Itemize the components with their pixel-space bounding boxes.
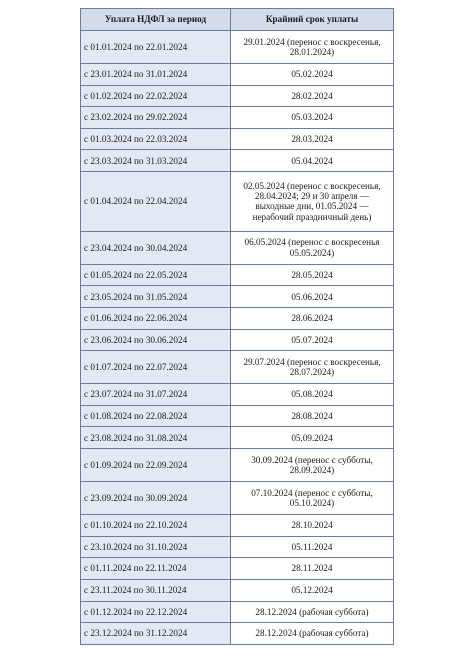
period-cell: с 23.01.2024 по 31.01.2024 xyxy=(81,63,231,85)
table-body xyxy=(81,31,394,645)
deadline-cell: 28.10.2024 xyxy=(231,515,394,537)
period-cell: с 23.07.2024 по 31.07.2024 xyxy=(81,384,231,406)
table-row xyxy=(81,231,394,264)
period-cell: с 01.06.2024 по 22.06.2024 xyxy=(81,308,231,330)
period-cell: с 01.11.2024 по 22.11.2024 xyxy=(81,558,231,580)
header-deadline: Крайний срок уплаты xyxy=(231,9,394,31)
table-row xyxy=(81,558,394,580)
ndfl-deadlines-table xyxy=(80,8,394,645)
period-cell: с 23.03.2024 по 31.03.2024 xyxy=(81,150,231,172)
deadline-cell: 28.06.2024 xyxy=(231,308,394,330)
deadline-cell: 28.05.2024 xyxy=(231,264,394,286)
period-cell: с 01.07.2024 по 22.07.2024 xyxy=(81,351,231,384)
period-cell: с 23.02.2024 по 29.02.2024 xyxy=(81,107,231,129)
deadline-cell: 05.09.2024 xyxy=(231,427,394,449)
deadline-cell: 05.04.2024 xyxy=(231,150,394,172)
table-row xyxy=(81,515,394,537)
period-cell: с 23.06.2024 по 30.06.2024 xyxy=(81,329,231,351)
period-cell: с 01.10.2024 по 22.10.2024 xyxy=(81,515,231,537)
table-row xyxy=(81,63,394,85)
period-cell: с 23.12.2024 по 31.12.2024 xyxy=(81,623,231,645)
deadline-cell: 28.12.2024 (рабочая суббота) xyxy=(231,601,394,623)
table-row xyxy=(81,85,394,107)
deadline-cell: 29.07.2024 (перенос с воскресенья, 28.07.2024) xyxy=(231,351,394,384)
period-cell: с 01.02.2024 по 22.02.2024 xyxy=(81,85,231,107)
deadline-cell: 02.05.2024 (перенос с воскресенья, 28.04.2024; 29 и 30 апреля — выходные дни, 01.05.2024 — нерабочий праздничный день) xyxy=(231,172,394,232)
ndfl-deadlines-table-wrapper xyxy=(80,8,393,645)
table-row xyxy=(81,172,394,232)
table-row xyxy=(81,128,394,150)
table-row xyxy=(81,264,394,286)
period-cell: с 01.05.2024 по 22.05.2024 xyxy=(81,264,231,286)
deadline-cell: 05.02.2024 xyxy=(231,63,394,85)
table-row xyxy=(81,449,394,482)
table-row xyxy=(81,286,394,308)
table-row xyxy=(81,31,394,64)
deadline-cell: 05.03.2024 xyxy=(231,107,394,129)
period-cell: с 01.04.2024 по 22.04.2024 xyxy=(81,172,231,232)
period-cell: с 01.12.2024 по 22.12.2024 xyxy=(81,601,231,623)
table-row xyxy=(81,427,394,449)
table-row xyxy=(81,482,394,515)
deadline-cell: 28.03.2024 xyxy=(231,128,394,150)
deadline-cell: 28.11.2024 xyxy=(231,558,394,580)
period-cell: с 23.04.2024 по 30.04.2024 xyxy=(81,231,231,264)
period-cell: с 23.05.2024 по 31.05.2024 xyxy=(81,286,231,308)
deadline-cell: 05.07.2024 xyxy=(231,329,394,351)
deadline-cell: 28.02.2024 xyxy=(231,85,394,107)
table-row xyxy=(81,308,394,330)
table-row xyxy=(81,384,394,406)
deadline-cell: 28.12.2024 (рабочая суббота) xyxy=(231,623,394,645)
table-header xyxy=(81,9,394,31)
table-row xyxy=(81,405,394,427)
deadline-cell: 05.11.2024 xyxy=(231,536,394,558)
table-row xyxy=(81,329,394,351)
period-cell: с 01.01.2024 по 22.01.2024 xyxy=(81,31,231,64)
deadline-cell: 05.12.2024 xyxy=(231,579,394,601)
deadline-cell: 05.06.2024 xyxy=(231,286,394,308)
period-cell: с 01.09.2024 по 22.09.2024 xyxy=(81,449,231,482)
table-row xyxy=(81,536,394,558)
table-row xyxy=(81,623,394,645)
deadline-cell: 30.09.2024 (перенос с субботы, 28.09.2024) xyxy=(231,449,394,482)
deadline-cell: 29.01.2024 (перенос с воскресенья, 28.01.2024) xyxy=(231,31,394,64)
period-cell: с 01.08.2024 по 22.08.2024 xyxy=(81,405,231,427)
deadline-cell: 28.08.2024 xyxy=(231,405,394,427)
deadline-cell: 07.10.2024 (перенос с субботы, 05.10.2024) xyxy=(231,482,394,515)
table-row xyxy=(81,351,394,384)
table-row xyxy=(81,579,394,601)
period-cell: с 23.11.2024 по 30.11.2024 xyxy=(81,579,231,601)
table-row xyxy=(81,107,394,129)
table-row xyxy=(81,150,394,172)
table-row xyxy=(81,601,394,623)
deadline-cell: 06.05.2024 (перенос с воскресенья 05.05.2024) xyxy=(231,231,394,264)
header-period: Уплата НДФЛ за период xyxy=(81,9,231,31)
period-cell: с 23.10.2024 по 31.10.2024 xyxy=(81,536,231,558)
period-cell: с 23.08.2024 по 31.08.2024 xyxy=(81,427,231,449)
header-row xyxy=(81,9,394,31)
deadline-cell: 05.08.2024 xyxy=(231,384,394,406)
period-cell: с 23.09.2024 по 30.09.2024 xyxy=(81,482,231,515)
period-cell: с 01.03.2024 по 22.03.2024 xyxy=(81,128,231,150)
